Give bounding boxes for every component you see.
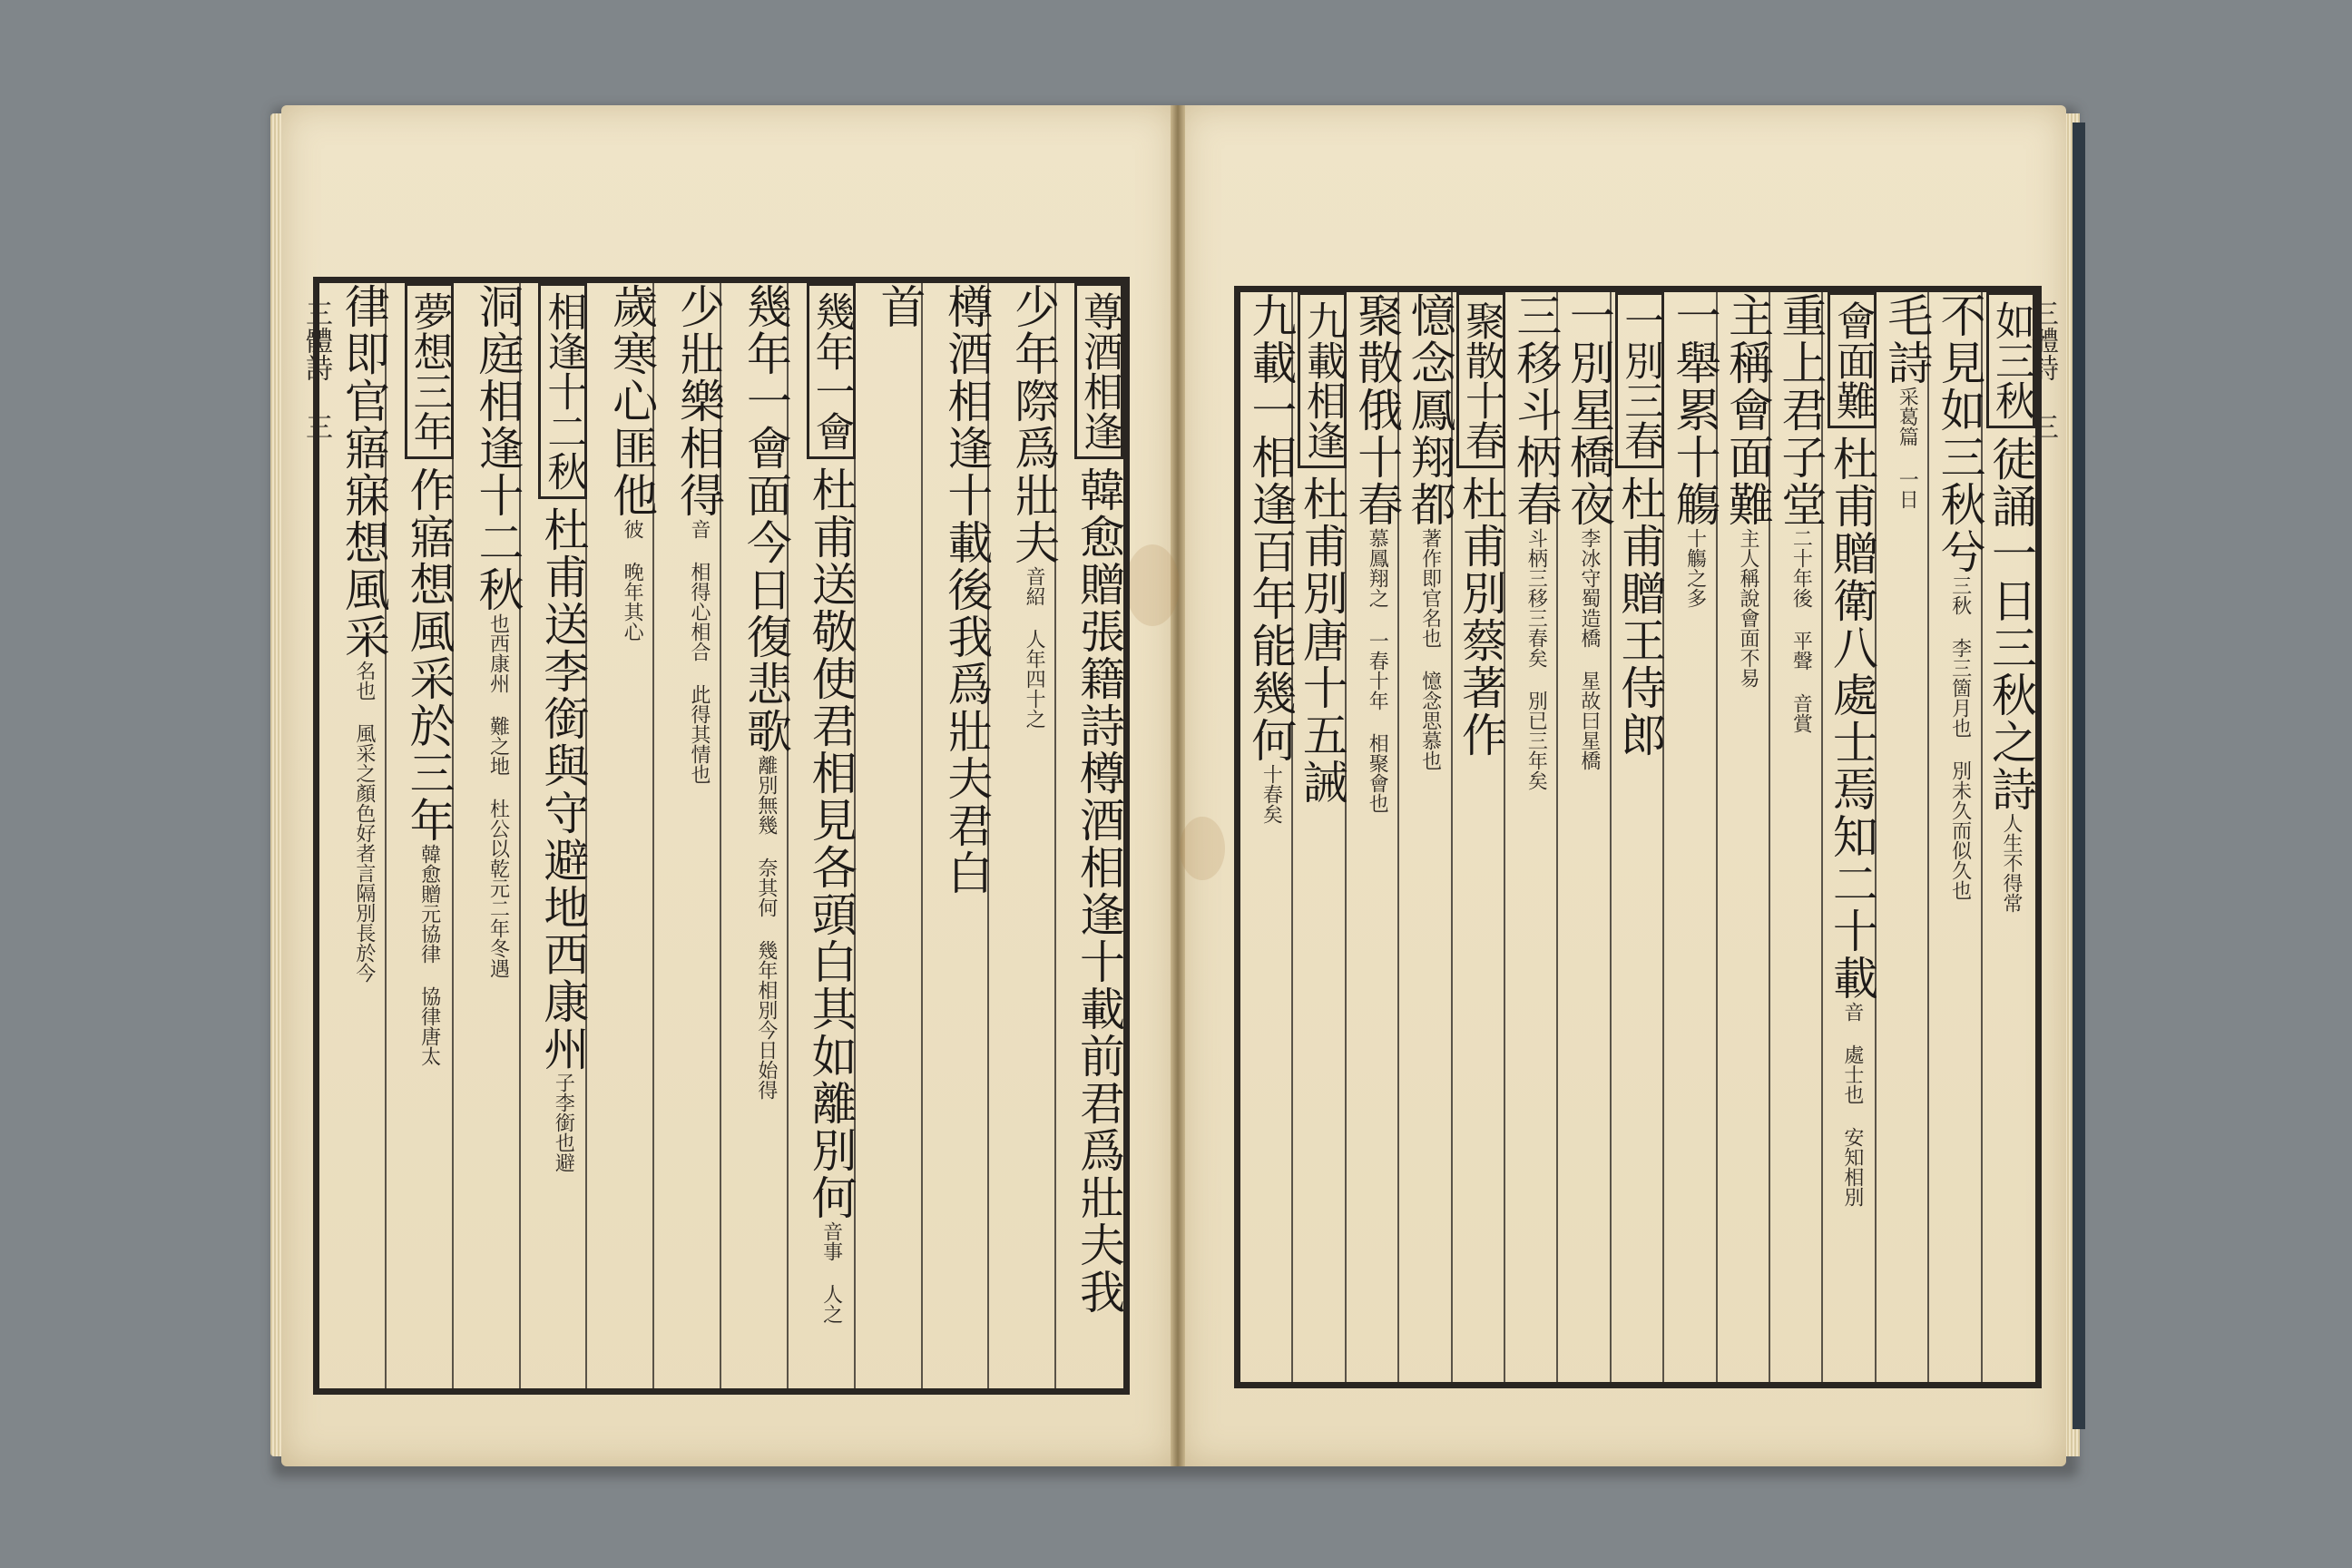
main-text: 韓愈贈張籍詩樽酒相逢十載前君爲壯夫我: [1073, 466, 1125, 1316]
annotation-text: 也西康州 難之地 杜公以乾元二年冬遇: [486, 613, 510, 978]
annotation-text: 韓愈贈元協律 協律唐太: [417, 844, 441, 1066]
annotation-text: 三秋 李三箇月也 別未久而似久也: [1948, 575, 1972, 900]
text-column: [1397, 292, 1456, 1382]
text-column: [1451, 292, 1505, 1382]
main-text: 毛詩: [1880, 292, 1934, 387]
text-column: [1716, 292, 1774, 1382]
annotation-text: 子李銜也避: [552, 1073, 575, 1172]
main-text: 歲寒心匪他: [605, 283, 659, 519]
book-cover-strip: [2073, 122, 2085, 1429]
text-column: [1504, 292, 1563, 1382]
main-text: 首: [873, 283, 926, 330]
main-text: 少年際爲壯夫: [1007, 283, 1061, 566]
main-text: 洞庭相逢十二秋: [471, 283, 524, 613]
text-column: [720, 283, 792, 1388]
text-column: [1769, 292, 1828, 1382]
text-column: [1556, 292, 1615, 1382]
section-heading: 如三秋: [1986, 292, 2035, 428]
main-text: 重上君子堂: [1774, 292, 1828, 528]
text-column: [519, 283, 588, 1388]
section-heading: 聚散十春: [1456, 292, 1505, 468]
main-text: 樽酒相逢十載後我爲壯夫君白: [940, 283, 994, 897]
main-text: 主稱會面難: [1721, 292, 1774, 528]
main-text: 聚散俄十春: [1350, 292, 1404, 528]
text-column: [652, 283, 725, 1388]
annotation-text: 離別無幾 奈其何 幾年相別今日始得: [754, 755, 778, 1100]
section-heading: 夢想三年: [405, 283, 454, 459]
text-column: [385, 283, 454, 1388]
text-column: [921, 283, 994, 1388]
main-text: 作寤想風采於三年: [402, 466, 456, 844]
main-text: 一別星橋夜: [1562, 292, 1615, 528]
annotation-text: 十春矣: [1259, 764, 1283, 824]
text-column: [1981, 292, 2035, 1382]
main-text: 杜甫贈衛八處士焉知二十載: [1825, 436, 1878, 1002]
main-text: 杜甫送李銜與守避地西康州: [536, 506, 590, 1073]
text-column: [1662, 292, 1721, 1382]
text-column: [1239, 292, 1298, 1382]
main-text: 杜甫別蔡著作: [1455, 475, 1507, 759]
text-column: [1610, 292, 1667, 1382]
annotation-text: 彼 晚年其心: [621, 519, 644, 642]
annotation-text: 音 處士也 安知相別: [1840, 1002, 1864, 1207]
annotation-text: 音 相得心相合 此得其情也: [688, 519, 710, 784]
left-text-block: [313, 277, 1130, 1395]
main-text: 一舉累十觴: [1668, 292, 1721, 528]
annotation-text: 二十年後 平聲 音賞: [1789, 528, 1813, 733]
main-text: 徒誦一日三秋之詩: [1984, 436, 2037, 813]
section-heading: 九載相逢: [1298, 292, 1347, 468]
section-heading: 幾年一會: [807, 283, 856, 459]
main-text: 憶念鳳翔都: [1403, 292, 1456, 528]
text-column: [787, 283, 856, 1388]
main-text: 三移斗柄春: [1509, 292, 1563, 528]
section-heading: 尊酒相逢: [1074, 283, 1123, 459]
text-column: [318, 283, 390, 1388]
annotation-text: 主人稱說會面不易: [1737, 528, 1759, 688]
annotation-text: 慕鳳翔之 一春十年 相聚會也: [1366, 528, 1389, 813]
paper-stain: [1125, 544, 1180, 626]
annotation-text: 采葛篇 一日: [1896, 387, 1919, 509]
section-heading: 一別三春: [1615, 292, 1664, 468]
text-column: [1927, 292, 1986, 1382]
paper-stain: [1180, 817, 1225, 880]
right-text-block: [1234, 286, 2042, 1388]
annotation-text: 李冰守蜀造橋 星故曰星橋: [1577, 528, 1601, 770]
main-text: 律即官寤寐想風采: [337, 283, 390, 661]
main-text: 杜甫贈王侍郎: [1613, 475, 1667, 759]
annotation-text: 名也 風采之顏色好者言隔別長於今: [352, 661, 376, 983]
main-text: 幾年一會面今日復悲歌: [739, 283, 792, 755]
section-heading: 相逢十二秋: [538, 283, 587, 499]
main-text: 不見如三秋兮: [1933, 292, 1986, 575]
main-text: 九載一相逢百年能幾何: [1244, 292, 1298, 764]
annotation-text: 著作即官名也 憶念思慕也: [1418, 528, 1442, 770]
left-margin-title: 三體詩 三: [300, 299, 332, 440]
text-column: [1054, 283, 1123, 1388]
text-column: [1875, 292, 1934, 1382]
main-text: 少壯樂相得: [672, 283, 725, 519]
text-column: [452, 283, 524, 1388]
annotation-text: 音紹 人年四十之: [1023, 566, 1046, 729]
annotation-text: 人生不得常: [2000, 813, 2023, 913]
section-heading: 會面難: [1828, 292, 1877, 428]
annotation-text: 十觴之多: [1683, 528, 1707, 608]
main-text: 杜甫送敬使君相見各頭白其如離別何: [804, 466, 858, 1221]
text-column: [1821, 292, 1876, 1382]
annotation-text: 斗柄三移三春矣 別已三年矣: [1524, 528, 1548, 790]
main-text: 杜甫別唐十五誡: [1295, 475, 1348, 806]
text-column: [585, 283, 659, 1388]
text-column: [1291, 292, 1346, 1382]
book-gutter: [1171, 105, 1185, 1466]
annotation-text: 音事 人之: [819, 1221, 843, 1324]
text-column: [987, 283, 1061, 1388]
text-column: [854, 283, 926, 1388]
text-column: [1345, 292, 1404, 1382]
right-margin-title: 三體詩 三: [2026, 299, 2058, 440]
